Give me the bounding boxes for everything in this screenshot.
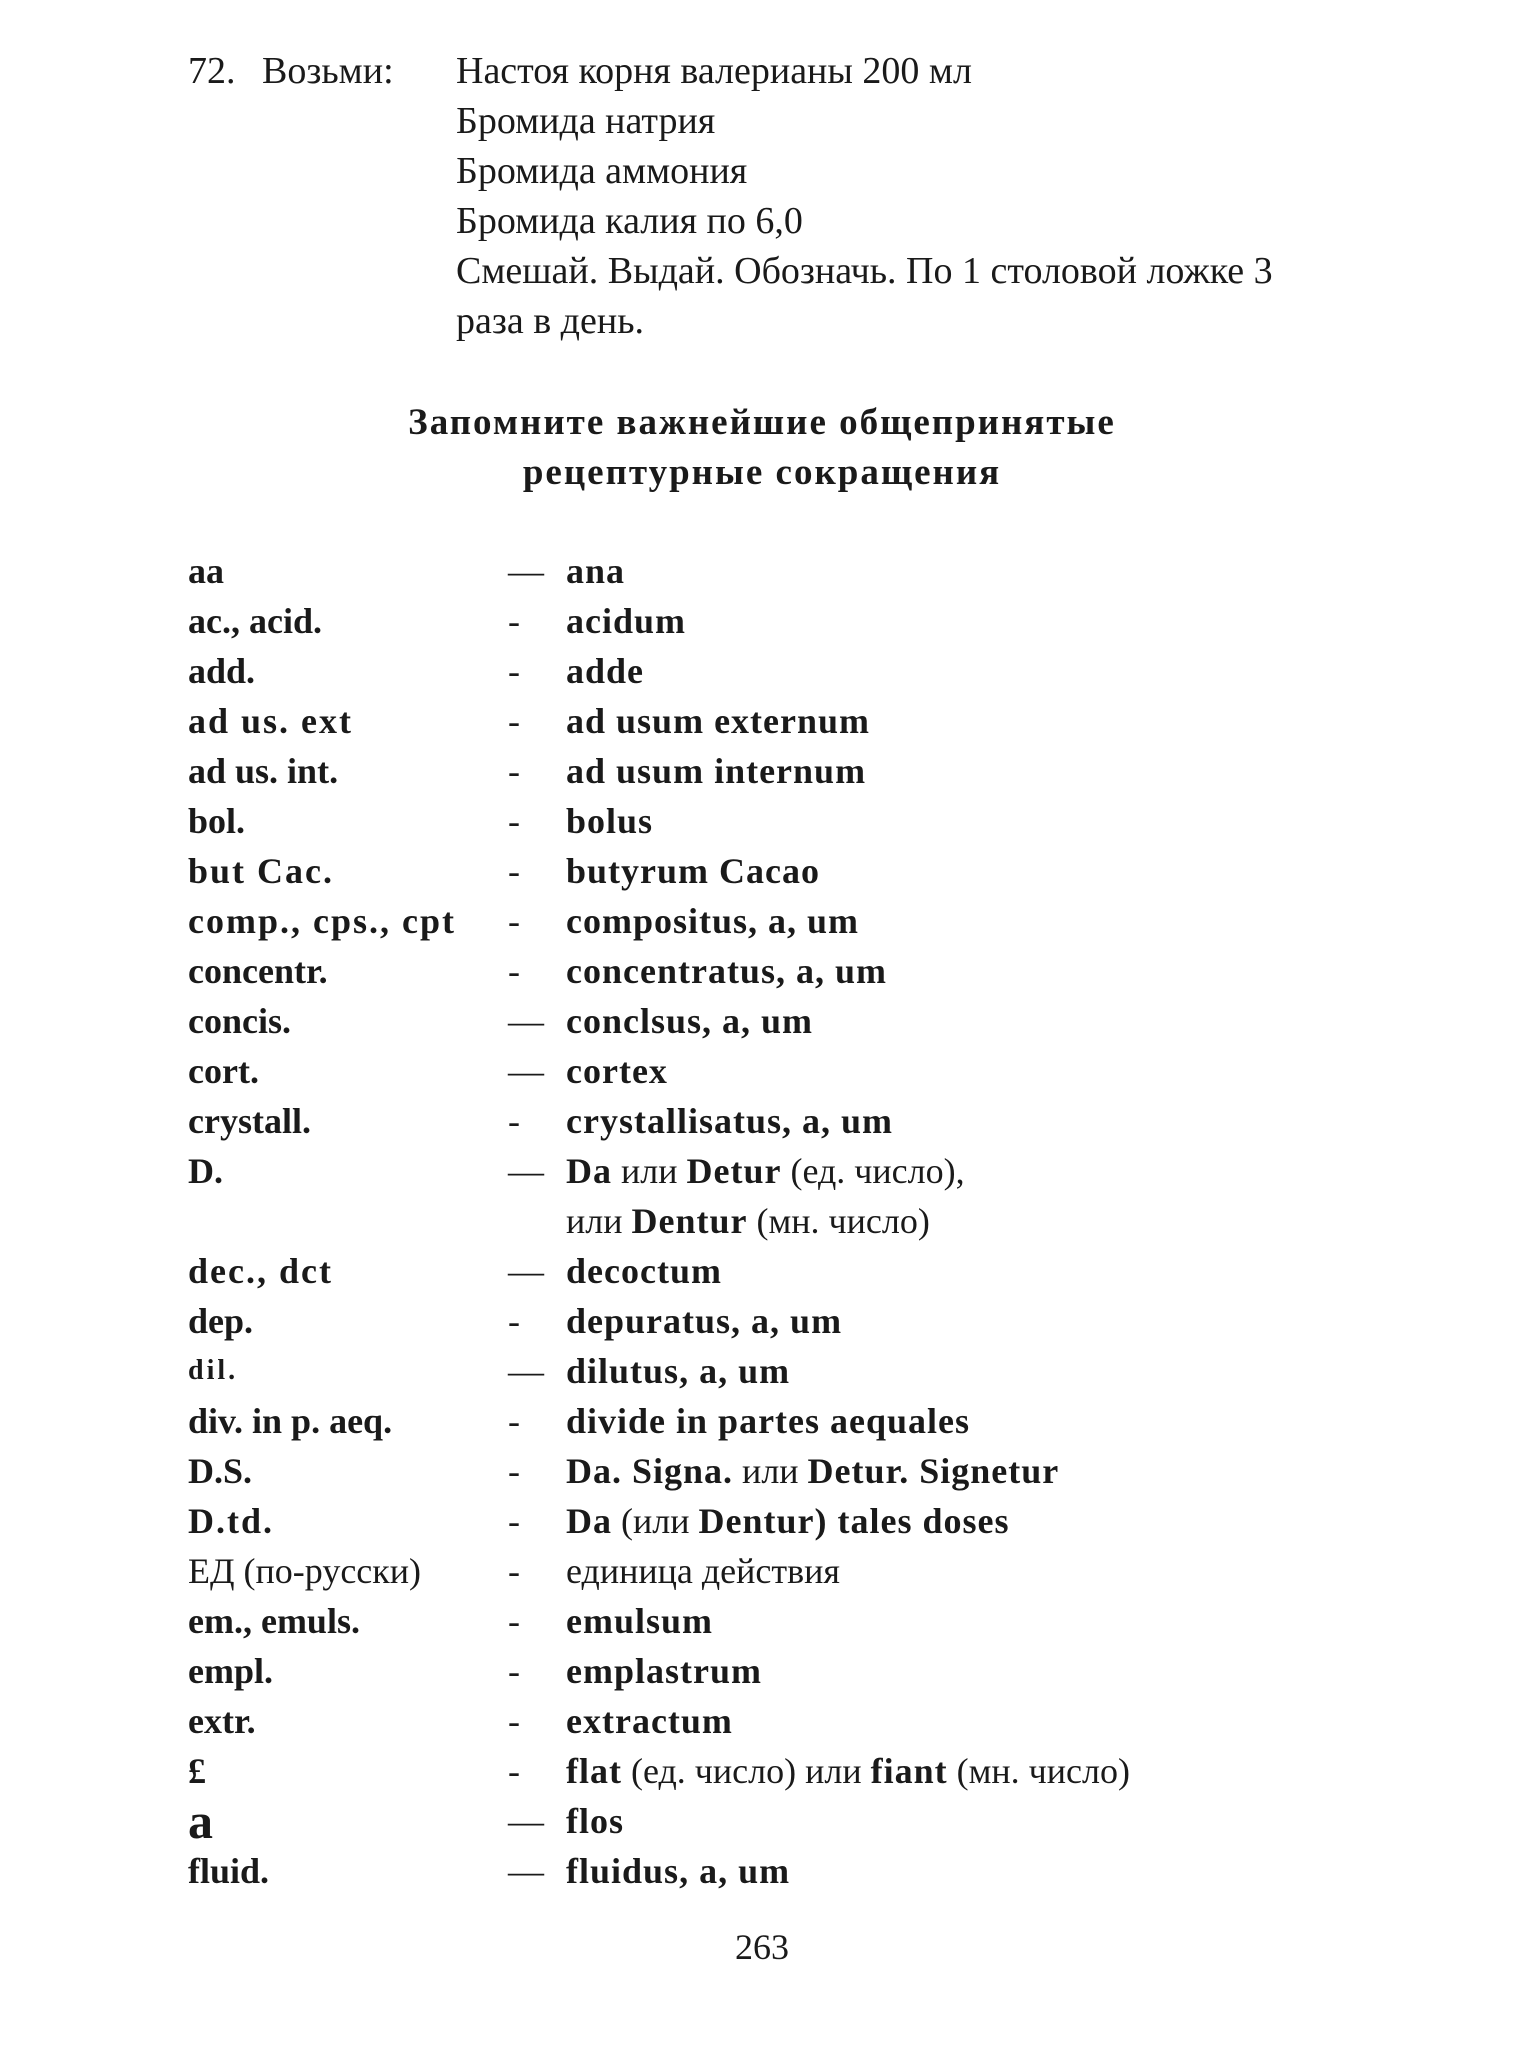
dash: - [508, 951, 520, 991]
abbreviation: £ [188, 1751, 206, 1791]
dash: - [508, 1701, 520, 1741]
dash: - [508, 1551, 520, 1591]
dash: - [508, 701, 520, 741]
dash: — [508, 1251, 544, 1291]
meaning-term: Dentur) [698, 1501, 828, 1541]
abbreviation: add. [188, 651, 256, 691]
meaning-note: (мн. число) [747, 1201, 930, 1241]
list-item [188, 1446, 1368, 1496]
dash: — [508, 1151, 544, 1191]
abbreviation: ac., acid. [188, 601, 322, 641]
meaning: extractum [566, 1701, 733, 1741]
abbreviation: fluid. [188, 1851, 270, 1891]
list-item [188, 1046, 1368, 1096]
prescription-line: Бромида натрия [456, 100, 716, 142]
list-item [188, 696, 1368, 746]
abbreviation: ЕД (по-русски) [188, 1551, 422, 1591]
dash: — [508, 1051, 544, 1091]
dash: — [508, 1801, 544, 1841]
dash: - [508, 1101, 520, 1141]
prescription-lines [456, 46, 1386, 346]
list-item [188, 1846, 1368, 1896]
abbreviation: crystall. [188, 1101, 311, 1141]
abbreviation: concis. [188, 1001, 291, 1041]
section-heading [0, 398, 1524, 498]
meaning: ad usum externum [566, 701, 871, 741]
dash: - [508, 1651, 520, 1691]
dash: - [508, 651, 520, 691]
abbreviation: aa [188, 551, 224, 591]
meaning: flos [566, 1801, 624, 1841]
list-item [188, 546, 1368, 596]
meaning: единица действия [566, 1551, 840, 1591]
meaning: cortex [566, 1051, 668, 1091]
prescription-line: Бромида аммония [456, 150, 748, 192]
meaning-note: (ед. число), [781, 1151, 965, 1191]
list-item [188, 896, 1368, 946]
dash: — [508, 1001, 544, 1041]
meaning: bolus [566, 801, 654, 841]
page-number: 263 [735, 1927, 789, 1967]
list-item [188, 946, 1368, 996]
prescription-number: 72. [188, 50, 236, 92]
abbreviation: D.S. [188, 1451, 253, 1491]
list-item [188, 1546, 1368, 1596]
list-item [188, 1596, 1368, 1646]
abbreviation: dec., dct [188, 1251, 333, 1291]
dash: - [508, 801, 520, 841]
list-item [188, 796, 1368, 846]
heading-line-2: рецептурные сокращения [522, 452, 1002, 493]
dash: - [508, 1601, 520, 1641]
meaning-connector: или [612, 1151, 687, 1191]
meaning-space [827, 1501, 837, 1541]
meaning: emplastrum [566, 1651, 762, 1691]
list-item [188, 1296, 1368, 1346]
list-item [188, 1646, 1368, 1696]
abbreviation: empl. [188, 1651, 273, 1691]
abbreviation: bol. [188, 801, 246, 841]
prescription-line: Смешай. Выдай. Обозначь. По 1 столовой ложке 3 [456, 250, 1273, 292]
abbreviation: but Cac. [188, 851, 335, 891]
meaning-line-1 [566, 1146, 965, 1196]
meaning: conclsus, a, um [566, 1001, 814, 1041]
list-item [188, 1696, 1368, 1746]
abbreviation: ad us. ext [188, 701, 354, 741]
dash: — [508, 551, 544, 591]
meaning-connector: или [566, 1201, 632, 1241]
meaning [566, 1446, 1059, 1496]
prescription-line: Настоя корня валерианы 200 мл [456, 50, 972, 92]
dash: - [508, 1301, 520, 1341]
list-item [188, 996, 1368, 1046]
meaning [566, 1496, 1009, 1546]
dash: - [508, 901, 520, 941]
list-item [188, 646, 1368, 696]
meaning: butyrum Cacao [566, 851, 820, 891]
meaning: depuratus, a, um [566, 1301, 843, 1341]
meaning-term: Detur [686, 1151, 782, 1191]
list-item [188, 1396, 1368, 1446]
meaning-term: Dentur [631, 1201, 748, 1241]
abbreviation: D. [188, 1151, 223, 1191]
abbreviation: extr. [188, 1701, 256, 1741]
list-item [188, 1746, 1368, 1796]
dash: - [508, 1751, 520, 1791]
abbreviation: em., emuls. [188, 1601, 360, 1641]
meaning-term: fiant [870, 1751, 948, 1791]
heading-line-1: Запомните важнейшие общепринятые [408, 402, 1116, 443]
list-item [188, 1096, 1368, 1146]
list-item [188, 1146, 1368, 1246]
meaning: ad usum internum [566, 751, 867, 791]
meaning-term: flat [566, 1751, 622, 1791]
meaning-term: Detur. Signetur [807, 1451, 1060, 1491]
meaning-term: tales doses [837, 1501, 1010, 1541]
dash: — [508, 1351, 544, 1391]
meaning: adde [566, 651, 645, 691]
meaning-term: Da [566, 1501, 612, 1541]
abbreviation: comp., cps., cpt [188, 901, 456, 941]
meaning: fluidus, a, um [566, 1851, 791, 1891]
meaning-connector: (или [612, 1501, 699, 1541]
abbreviation: a [188, 1793, 213, 1849]
meaning: acidum [566, 601, 687, 641]
abbreviation: dep. [188, 1301, 254, 1341]
dash: - [508, 751, 520, 791]
list-item [188, 1246, 1368, 1296]
meaning-term: Da [566, 1151, 612, 1191]
meaning: decoctum [566, 1251, 722, 1291]
dash: - [508, 1501, 520, 1541]
meaning-note: (ед. число) или [621, 1751, 871, 1791]
dash: - [508, 1401, 520, 1441]
list-item [188, 596, 1368, 646]
meaning: compositus, a, um [566, 901, 860, 941]
abbreviation: concentr. [188, 951, 328, 991]
list-item [188, 746, 1368, 796]
dash: - [508, 851, 520, 891]
meaning: divide in partes aequales [566, 1401, 971, 1441]
dash: - [508, 601, 520, 641]
abbreviation: D.td. [188, 1501, 275, 1541]
meaning: dilutus, a, um [566, 1351, 791, 1391]
abbreviation: ad us. int. [188, 751, 339, 791]
list-item [188, 1496, 1368, 1546]
abbreviation: cort. [188, 1051, 259, 1091]
abbreviation-list [188, 546, 1368, 1896]
meaning: emulsum [566, 1601, 714, 1641]
list-item [188, 846, 1368, 896]
abbreviation: div. in p. aeq. [188, 1401, 393, 1441]
meaning: ana [566, 551, 626, 591]
dash: — [508, 1851, 544, 1891]
dash: - [508, 1451, 520, 1491]
meaning-note: (мн. число) [947, 1751, 1130, 1791]
abbreviation: dil. [188, 1355, 239, 1386]
meaning: crystallisatus, a, um [566, 1101, 893, 1141]
meaning [566, 1146, 965, 1246]
prescription-label: Возьми: [262, 50, 394, 92]
list-item [188, 1793, 1368, 1849]
meaning-line-2 [566, 1196, 965, 1246]
meaning-connector: или [733, 1451, 808, 1491]
meaning-term: Da. Signa. [566, 1451, 734, 1491]
meaning [566, 1746, 1130, 1796]
meaning: concentratus, a, um [566, 951, 887, 991]
prescription-line: раза в день. [456, 300, 645, 342]
list-item [188, 1346, 1368, 1396]
prescription-line: Бромида калия по 6,0 [456, 200, 803, 242]
